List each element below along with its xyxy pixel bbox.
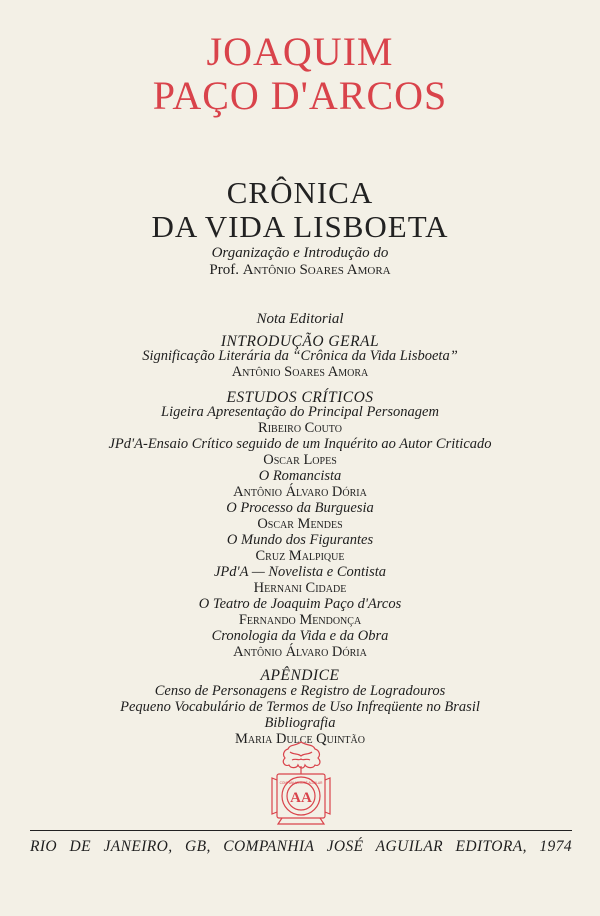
apendice-item: Censo de Personagens e Registro de Logradouros (154, 683, 446, 699)
author-name-line2: PAÇO D'ARCOS (152, 73, 448, 118)
logo-monogram: AA (290, 790, 312, 806)
nota-editorial: Nota Editorial (256, 311, 344, 327)
organizer-line (0, 262, 600, 279)
estudo-author: Oscar Mendes (257, 516, 343, 532)
author-name-line1: JOAQUIM (206, 29, 394, 74)
estudo-work: Cronologia da Vida e da Obra (211, 628, 389, 644)
estudo-author: Cruz Malpique (255, 548, 345, 564)
logo-ring-text: COMPANHIA JOSÉ AGUILAR (279, 781, 323, 785)
organizer-name: Antônio Soares Amora (242, 262, 391, 278)
estudo-work: O Mundo dos Figurantes (226, 532, 374, 548)
estudo-work: JPd'A-Ensaio Crítico seguido de um Inquérito ao Autor Criticado (108, 436, 492, 452)
estudo-work: O Teatro de Joaquim Paço d'Arcos (198, 596, 402, 612)
estudo-author: Antônio Álvaro Dória (233, 484, 367, 500)
estudo-work: Ligeira Apresentação do Principal Personagem (161, 404, 439, 420)
estudo-author: Oscar Lopes (263, 452, 337, 468)
estudo-work: O Romancista (258, 468, 342, 484)
introducao-heading: INTRODUÇÃO GERAL (220, 333, 380, 350)
estudo-author: Antônio Álvaro Dória (233, 644, 367, 660)
estudo-author: Hernani Cidade (253, 580, 347, 596)
publisher-logo (268, 738, 334, 826)
introducao-work: Significação Literária da “Crônica da Vida Lisboeta” (142, 348, 458, 364)
estudo-author: Ribeiro Couto (258, 420, 342, 436)
book-title-line2: DA VIDA LISBOETA (151, 209, 449, 244)
organizer-prefix: Prof. (209, 262, 239, 278)
organization-line: Organização e Introdução do (211, 245, 389, 261)
imprint: RIO DE JANEIRO, GB, COMPANHIA JOSÉ AGUILAR EDITORA, 1974 (30, 838, 572, 855)
estudo-work: O Processo da Burguesia (226, 500, 374, 516)
estudo-author: Fernando Mendonça (238, 612, 362, 628)
apendice-item: Bibliografia (264, 715, 336, 731)
apendice-author: Maria Dulce Quintão (235, 731, 365, 747)
estudos-heading: ESTUDOS CRÍTICOS (226, 389, 374, 406)
estudo-work: JPd'A — Novelista e Contista (214, 564, 386, 580)
apendice-item: Pequeno Vocabulário de Termos de Uso Infreqüente no Brasil (120, 699, 480, 715)
book-title-line1: CRÔNICA (226, 175, 374, 210)
apendice-heading: APÊNDICE (260, 667, 340, 684)
introducao-author: Antônio Soares Amora (231, 364, 369, 380)
imprint-top-rule (30, 830, 572, 831)
